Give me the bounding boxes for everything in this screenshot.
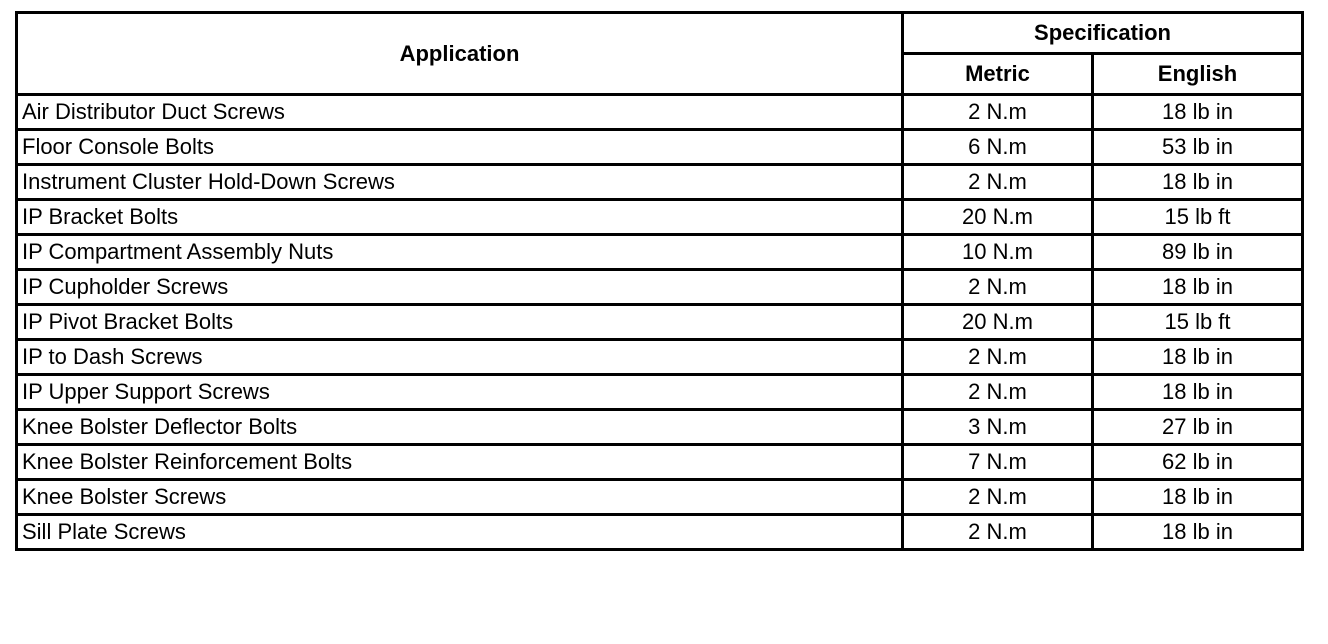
- table-row: [17, 340, 1303, 375]
- application-cell: IP Bracket Bolts: [17, 200, 903, 235]
- table-row: [17, 445, 1303, 480]
- application-cell: IP Pivot Bracket Bolts: [17, 305, 903, 340]
- table-row: [17, 200, 1303, 235]
- table-row: [17, 165, 1303, 200]
- english-cell: 53 lb in: [1093, 130, 1303, 165]
- english-cell: 89 lb in: [1093, 235, 1303, 270]
- table-body: [17, 95, 1303, 550]
- application-cell: IP Cupholder Screws: [17, 270, 903, 305]
- table-row: [17, 235, 1303, 270]
- application-cell: IP Upper Support Screws: [17, 375, 903, 410]
- english-header: English: [1093, 54, 1303, 95]
- table-row: [17, 375, 1303, 410]
- metric-cell: 10 N.m: [903, 235, 1093, 270]
- metric-header: Metric: [903, 54, 1093, 95]
- english-cell: 15 lb ft: [1093, 200, 1303, 235]
- application-cell: Knee Bolster Screws: [17, 480, 903, 515]
- english-cell: 18 lb in: [1093, 480, 1303, 515]
- application-cell: Instrument Cluster Hold-Down Screws: [17, 165, 903, 200]
- english-cell: 62 lb in: [1093, 445, 1303, 480]
- application-cell: Knee Bolster Reinforcement Bolts: [17, 445, 903, 480]
- application-cell: IP Compartment Assembly Nuts: [17, 235, 903, 270]
- english-cell: 15 lb ft: [1093, 305, 1303, 340]
- table-row: [17, 95, 1303, 130]
- application-cell: IP to Dash Screws: [17, 340, 903, 375]
- header-row-top: [17, 13, 1303, 54]
- metric-cell: 7 N.m: [903, 445, 1093, 480]
- metric-cell: 2 N.m: [903, 95, 1093, 130]
- metric-cell: 2 N.m: [903, 375, 1093, 410]
- table-row: [17, 480, 1303, 515]
- table-row: [17, 305, 1303, 340]
- specification-header: Specification: [903, 13, 1303, 54]
- fastener-specification-table: [15, 11, 1304, 551]
- metric-cell: 20 N.m: [903, 200, 1093, 235]
- metric-cell: 2 N.m: [903, 480, 1093, 515]
- application-header: Application: [17, 13, 903, 95]
- application-cell: Sill Plate Screws: [17, 515, 903, 550]
- metric-cell: 20 N.m: [903, 305, 1093, 340]
- metric-cell: 2 N.m: [903, 270, 1093, 305]
- table-row: [17, 515, 1303, 550]
- english-cell: 18 lb in: [1093, 515, 1303, 550]
- metric-cell: 2 N.m: [903, 340, 1093, 375]
- metric-cell: 2 N.m: [903, 515, 1093, 550]
- application-cell: Air Distributor Duct Screws: [17, 95, 903, 130]
- metric-cell: 6 N.m: [903, 130, 1093, 165]
- english-cell: 18 lb in: [1093, 375, 1303, 410]
- application-cell: Knee Bolster Deflector Bolts: [17, 410, 903, 445]
- table-row: [17, 130, 1303, 165]
- english-cell: 18 lb in: [1093, 165, 1303, 200]
- metric-cell: 3 N.m: [903, 410, 1093, 445]
- table-header: [17, 13, 1303, 95]
- english-cell: 18 lb in: [1093, 340, 1303, 375]
- english-cell: 27 lb in: [1093, 410, 1303, 445]
- table-row: [17, 270, 1303, 305]
- english-cell: 18 lb in: [1093, 270, 1303, 305]
- application-cell: Floor Console Bolts: [17, 130, 903, 165]
- table-row: [17, 410, 1303, 445]
- metric-cell: 2 N.m: [903, 165, 1093, 200]
- english-cell: 18 lb in: [1093, 95, 1303, 130]
